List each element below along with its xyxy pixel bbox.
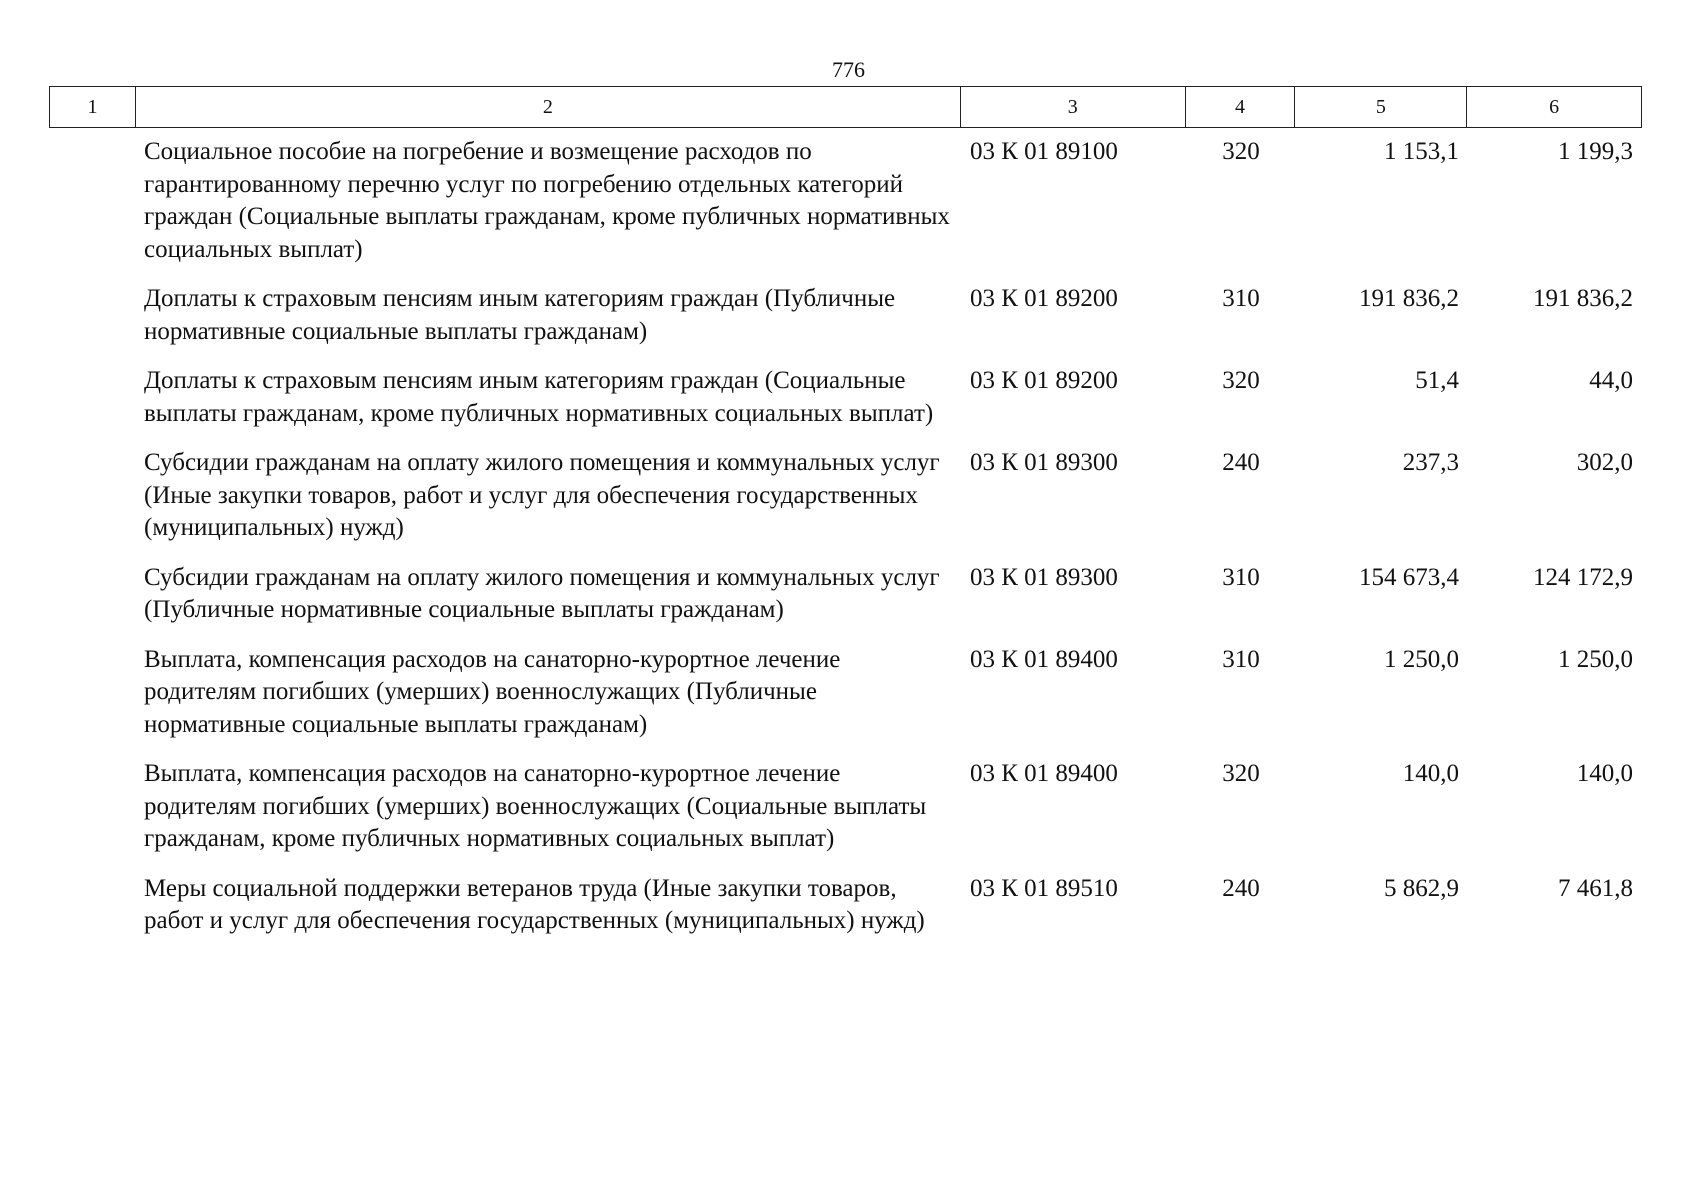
row-value-6: 191 836,2: [1533, 285, 1633, 312]
row-description: Доплаты к страховым пенсиям иным категориям граждан (Публичные нормативные социальные выплаты гражданам): [144, 285, 896, 345]
row-value-6: 124 172,9: [1533, 563, 1633, 591]
row-type: 320: [1222, 760, 1260, 787]
row-spacer: [49, 562, 135, 627]
table-row: [49, 562, 1642, 627]
row-value-5: 1 250,0: [1384, 645, 1459, 673]
header-col-1: 1: [50, 87, 136, 127]
table-row: [49, 365, 1642, 430]
row-value-6: 140,0: [1576, 760, 1633, 787]
row-code: 03 К 01 89510: [970, 874, 1118, 902]
row-description: Меры социальной поддержки ветеранов труда (Иные закупки товаров, работ и услуг для обеспечения государственных (муниципальных) нужд): [144, 874, 925, 934]
row-description: Выплата, компенсация расходов на санаторно-курортное лечение родителям погибших (умерших) военнослужащих (Социальные выплаты гражданам, кроме публичных нормативных социальных выплат): [144, 760, 927, 852]
row-type: 310: [1222, 285, 1260, 312]
header-col-5: 5: [1295, 87, 1467, 127]
row-value-5: 191 836,2: [1359, 285, 1459, 312]
row-value-5: 1 153,1: [1384, 138, 1459, 165]
row-value-6: 7 461,8: [1558, 874, 1633, 902]
row-code: 03 К 01 89200: [970, 367, 1118, 394]
table-row: [49, 758, 1642, 856]
row-value-5: 51,4: [1415, 367, 1459, 394]
row-spacer: [49, 136, 135, 266]
row-type: 310: [1222, 563, 1260, 591]
row-description: Социальное пособие на погребение и возмещение расходов по гарантированному перечню услуг по погребению отдельных категорий граждан (Социальные выплаты гражданам, кроме публичных нормативных социальных выплат): [144, 138, 950, 263]
row-type: 240: [1222, 449, 1260, 476]
row-value-5: 237,3: [1402, 449, 1459, 476]
row-code: 03 К 01 89300: [970, 563, 1118, 591]
row-value-6: 1 199,3: [1558, 138, 1633, 165]
row-code: 03 К 01 89400: [970, 645, 1118, 673]
header-col-4: 4: [1186, 87, 1296, 127]
row-spacer: [49, 283, 135, 348]
row-description: Выплата, компенсация расходов на санаторно-курортное лечение родителям погибших (умерших) военнослужащих (Публичные нормативные социальные выплаты гражданам): [144, 645, 841, 738]
table-body: [49, 136, 1642, 955]
row-code: 03 К 01 89300: [970, 449, 1118, 476]
row-description: Субсидии гражданам на оплату жилого помещения и коммунальных услуг (Публичные нормативные социальные выплаты гражданам): [144, 563, 940, 623]
row-value-6: 302,0: [1576, 449, 1633, 476]
row-value-5: 140,0: [1402, 760, 1459, 787]
header-col-6: 6: [1549, 96, 1560, 118]
row-spacer: [49, 644, 135, 742]
table-row: [49, 447, 1642, 545]
row-value-6: 1 250,0: [1558, 645, 1633, 673]
row-type: 320: [1222, 138, 1260, 165]
header-col-3: 3: [961, 87, 1186, 127]
row-value-5: 154 673,4: [1359, 563, 1459, 591]
row-value-6: 44,0: [1589, 367, 1633, 394]
row-type: 240: [1222, 874, 1260, 902]
row-code: 03 К 01 89200: [970, 285, 1118, 312]
table-row: [49, 644, 1642, 742]
row-spacer: [49, 758, 135, 856]
row-type: 320: [1222, 367, 1260, 394]
row-spacer: [49, 873, 135, 938]
row-value-5: 5 862,9: [1384, 874, 1459, 902]
row-spacer: [49, 447, 135, 545]
header-col-2: 2: [136, 87, 961, 127]
row-code: 03 К 01 89100: [970, 138, 1118, 165]
row-spacer: [49, 365, 135, 430]
table-row: [49, 136, 1642, 266]
row-type: 310: [1222, 645, 1260, 673]
row-description: Доплаты к страховым пенсиям иным категориям граждан (Социальные выплаты гражданам, кроме публичных нормативных социальных выплат): [144, 367, 934, 427]
table-header: [49, 86, 1642, 128]
table-row: [49, 283, 1642, 348]
table-row: [49, 873, 1642, 938]
page-number: 776: [832, 57, 865, 82]
row-description: Субсидии гражданам на оплату жилого помещения и коммунальных услуг (Иные закупки товаров, работ и услуг для обеспечения государственных (муниципальных) нужд): [144, 449, 940, 541]
row-code: 03 К 01 89400: [970, 760, 1118, 787]
